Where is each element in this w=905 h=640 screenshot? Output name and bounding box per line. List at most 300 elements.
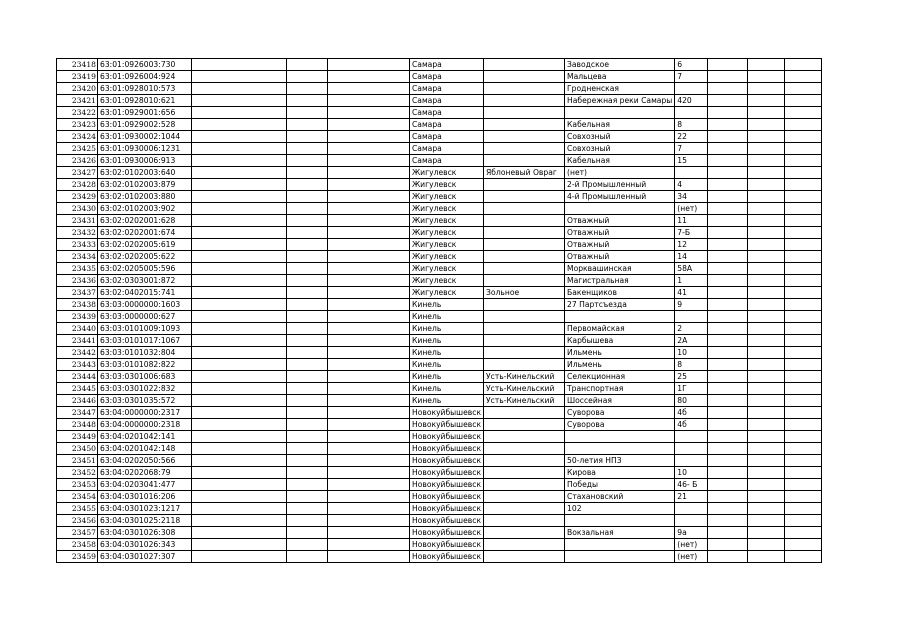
cell-settlement <box>484 107 565 119</box>
cell-col-j <box>708 551 748 563</box>
table-row <box>57 347 822 359</box>
cell-city: Жигулевск <box>410 239 484 251</box>
cell-row-number: 23434 <box>57 251 98 263</box>
cell-street <box>565 203 675 215</box>
cell-house: 4 <box>675 179 708 191</box>
cell-col-k <box>748 143 785 155</box>
cell-col-c <box>192 203 287 215</box>
cell-city: Жигулевск <box>410 167 484 179</box>
cell-street: Карбышева <box>565 335 675 347</box>
cell-col-k <box>748 323 785 335</box>
cell-col-j <box>708 323 748 335</box>
cell-row-number: 23431 <box>57 215 98 227</box>
cell-col-d <box>287 527 328 539</box>
cell-city: Кинель <box>410 299 484 311</box>
cell-cadastral-number: 63:04:0301026:343 <box>98 539 192 551</box>
cell-col-l <box>785 527 822 539</box>
cell-street: Шоссейная <box>565 395 675 407</box>
cell-col-l <box>785 287 822 299</box>
cell-col-e <box>328 275 410 287</box>
cell-row-number: 23433 <box>57 239 98 251</box>
cell-col-d <box>287 227 328 239</box>
cell-house: 10 <box>675 467 708 479</box>
cell-house: 9 <box>675 299 708 311</box>
table-row <box>57 419 822 431</box>
cell-col-k <box>748 311 785 323</box>
cell-col-c <box>192 251 287 263</box>
cell-cadastral-number: 63:04:0301027:307 <box>98 551 192 563</box>
cell-col-l <box>785 539 822 551</box>
cell-col-e <box>328 443 410 455</box>
cell-col-j <box>708 515 748 527</box>
cell-col-d <box>287 431 328 443</box>
cell-cadastral-number: 63:02:0202001:628 <box>98 215 192 227</box>
cell-city: Жигулевск <box>410 227 484 239</box>
cell-col-e <box>328 431 410 443</box>
cell-city: Новокуйбышевск <box>410 443 484 455</box>
cell-col-l <box>785 371 822 383</box>
cell-col-d <box>287 539 328 551</box>
cell-house: 8 <box>675 119 708 131</box>
cell-col-j <box>708 491 748 503</box>
table-row <box>57 551 822 563</box>
cell-col-c <box>192 491 287 503</box>
cell-settlement <box>484 455 565 467</box>
cell-col-l <box>785 131 822 143</box>
cell-settlement <box>484 335 565 347</box>
cell-settlement <box>484 443 565 455</box>
cell-city: Кинель <box>410 335 484 347</box>
cell-street: Совхозный <box>565 131 675 143</box>
table-row <box>57 251 822 263</box>
cell-row-number: 23457 <box>57 527 98 539</box>
cell-col-l <box>785 467 822 479</box>
cell-col-l <box>785 215 822 227</box>
cell-house: 25 <box>675 371 708 383</box>
cell-settlement: Усть-Кинельский <box>484 395 565 407</box>
cell-row-number: 23449 <box>57 431 98 443</box>
cell-row-number: 23421 <box>57 95 98 107</box>
cell-col-c <box>192 347 287 359</box>
cell-row-number: 23436 <box>57 275 98 287</box>
cell-col-c <box>192 371 287 383</box>
cell-row-number: 23439 <box>57 311 98 323</box>
cell-settlement <box>484 251 565 263</box>
cell-col-e <box>328 335 410 347</box>
table-row <box>57 215 822 227</box>
cell-col-c <box>192 59 287 71</box>
cell-col-l <box>785 203 822 215</box>
cell-col-l <box>785 59 822 71</box>
cell-cadastral-number: 63:02:0303001:872 <box>98 275 192 287</box>
cell-col-k <box>748 107 785 119</box>
cell-cadastral-number: 63:02:0102003:902 <box>98 203 192 215</box>
cell-col-k <box>748 347 785 359</box>
cell-cadastral-number: 63:01:0930006:1231 <box>98 143 192 155</box>
cell-city: Новокуйбышевск <box>410 455 484 467</box>
cell-cadastral-number: 63:01:0930002:1044 <box>98 131 192 143</box>
cell-cadastral-number: 63:01:0929001:656 <box>98 107 192 119</box>
cell-col-e <box>328 395 410 407</box>
cell-col-k <box>748 155 785 167</box>
cell-col-l <box>785 455 822 467</box>
cell-house: 4б <box>675 407 708 419</box>
cell-settlement <box>484 503 565 515</box>
cell-city: Кинель <box>410 323 484 335</box>
cell-settlement <box>484 479 565 491</box>
cell-cadastral-number: 63:02:0202005:619 <box>98 239 192 251</box>
cell-col-c <box>192 455 287 467</box>
cell-col-c <box>192 359 287 371</box>
cell-street: Совхозный <box>565 143 675 155</box>
cell-col-e <box>328 467 410 479</box>
cell-col-e <box>328 203 410 215</box>
table-row <box>57 479 822 491</box>
table-row <box>57 203 822 215</box>
cell-col-c <box>192 155 287 167</box>
cell-col-c <box>192 467 287 479</box>
cell-settlement <box>484 299 565 311</box>
cell-col-d <box>287 311 328 323</box>
cell-col-j <box>708 431 748 443</box>
cell-col-c <box>192 95 287 107</box>
cell-row-number: 23418 <box>57 59 98 71</box>
cell-col-k <box>748 203 785 215</box>
cell-row-number: 23432 <box>57 227 98 239</box>
cell-col-d <box>287 263 328 275</box>
cell-row-number: 23420 <box>57 83 98 95</box>
cell-city: Кинель <box>410 371 484 383</box>
cell-col-d <box>287 131 328 143</box>
cell-col-k <box>748 431 785 443</box>
cell-col-l <box>785 299 822 311</box>
cell-col-c <box>192 383 287 395</box>
cell-settlement <box>484 311 565 323</box>
cell-row-number: 23429 <box>57 191 98 203</box>
cell-col-j <box>708 191 748 203</box>
cell-house: 2 <box>675 323 708 335</box>
cell-col-k <box>748 551 785 563</box>
cell-col-k <box>748 179 785 191</box>
cell-row-number: 23430 <box>57 203 98 215</box>
cell-col-k <box>748 371 785 383</box>
cell-city: Новокуйбышевск <box>410 491 484 503</box>
cell-street: Отважный <box>565 239 675 251</box>
cell-col-c <box>192 227 287 239</box>
cell-col-l <box>785 95 822 107</box>
cell-settlement <box>484 347 565 359</box>
cell-col-l <box>785 491 822 503</box>
cell-col-k <box>748 239 785 251</box>
cell-col-k <box>748 539 785 551</box>
table-row <box>57 71 822 83</box>
cell-col-d <box>287 347 328 359</box>
cell-house: 2А <box>675 335 708 347</box>
cell-house: 9а <box>675 527 708 539</box>
cell-street: Кирова <box>565 467 675 479</box>
cell-col-j <box>708 179 748 191</box>
cell-cadastral-number: 63:04:0202068:79 <box>98 467 192 479</box>
table-row <box>57 83 822 95</box>
table-row <box>57 155 822 167</box>
cell-row-number: 23426 <box>57 155 98 167</box>
cell-col-j <box>708 419 748 431</box>
cell-settlement <box>484 179 565 191</box>
cell-house: 58А <box>675 263 708 275</box>
cell-row-number: 23423 <box>57 119 98 131</box>
cell-city: Самара <box>410 59 484 71</box>
cell-col-d <box>287 239 328 251</box>
cell-col-k <box>748 287 785 299</box>
cell-city: Кинель <box>410 311 484 323</box>
cell-house: 1 <box>675 275 708 287</box>
cell-city: Жигулевск <box>410 263 484 275</box>
cell-house: 7 <box>675 71 708 83</box>
cell-col-l <box>785 143 822 155</box>
cell-col-l <box>785 335 822 347</box>
cell-col-j <box>708 479 748 491</box>
cell-settlement <box>484 239 565 251</box>
cell-city: Самара <box>410 143 484 155</box>
cell-col-c <box>192 503 287 515</box>
table-row <box>57 275 822 287</box>
cell-col-e <box>328 551 410 563</box>
cell-house: 1Г <box>675 383 708 395</box>
cell-row-number: 23419 <box>57 71 98 83</box>
cell-row-number: 23435 <box>57 263 98 275</box>
cell-settlement <box>484 95 565 107</box>
cell-house: 12 <box>675 239 708 251</box>
cell-col-e <box>328 383 410 395</box>
table-row <box>57 431 822 443</box>
cell-row-number: 23442 <box>57 347 98 359</box>
cell-cadastral-number: 63:01:0926003:730 <box>98 59 192 71</box>
cell-cadastral-number: 63:03:0301022:832 <box>98 383 192 395</box>
cell-col-l <box>785 419 822 431</box>
cell-city: Самара <box>410 155 484 167</box>
cell-col-j <box>708 263 748 275</box>
cell-col-d <box>287 491 328 503</box>
cell-settlement <box>484 275 565 287</box>
cell-row-number: 23452 <box>57 467 98 479</box>
cell-street: Ильмень <box>565 359 675 371</box>
cell-col-d <box>287 203 328 215</box>
cell-street: Бакенщиков <box>565 287 675 299</box>
cell-row-number: 23440 <box>57 323 98 335</box>
table-row <box>57 191 822 203</box>
cell-cadastral-number: 63:02:0402015:741 <box>98 287 192 299</box>
cell-settlement: Усть-Кинельский <box>484 383 565 395</box>
cell-row-number: 23425 <box>57 143 98 155</box>
cell-cadastral-number: 63:04:0301016:206 <box>98 491 192 503</box>
cell-col-j <box>708 275 748 287</box>
cell-col-e <box>328 359 410 371</box>
cell-street: Первомайская <box>565 323 675 335</box>
cell-city: Новокуйбышевск <box>410 515 484 527</box>
cell-street: Отважный <box>565 251 675 263</box>
cell-city: Жигулевск <box>410 203 484 215</box>
cell-house: 11 <box>675 215 708 227</box>
cell-col-e <box>328 239 410 251</box>
cell-city: Жигулевск <box>410 275 484 287</box>
table-row <box>57 131 822 143</box>
cell-col-e <box>328 179 410 191</box>
cell-house <box>675 455 708 467</box>
cell-col-c <box>192 107 287 119</box>
cell-col-k <box>748 119 785 131</box>
cell-col-l <box>785 431 822 443</box>
cell-cadastral-number: 63:01:0928010:573 <box>98 83 192 95</box>
cell-city: Самара <box>410 119 484 131</box>
cell-col-l <box>785 383 822 395</box>
cell-row-number: 23458 <box>57 539 98 551</box>
cell-settlement <box>484 215 565 227</box>
cell-col-e <box>328 143 410 155</box>
cell-col-l <box>785 503 822 515</box>
cell-col-j <box>708 539 748 551</box>
cell-street: Суворова <box>565 419 675 431</box>
cell-col-l <box>785 191 822 203</box>
cell-settlement <box>484 407 565 419</box>
cell-cadastral-number: 63:04:0203041:477 <box>98 479 192 491</box>
cell-col-j <box>708 239 748 251</box>
cell-house: 8 <box>675 359 708 371</box>
cell-settlement <box>484 71 565 83</box>
cell-col-l <box>785 71 822 83</box>
cell-col-c <box>192 119 287 131</box>
cell-col-c <box>192 515 287 527</box>
cell-settlement <box>484 263 565 275</box>
cell-cadastral-number: 63:04:0201042:148 <box>98 443 192 455</box>
cell-col-j <box>708 347 748 359</box>
cell-street: Ильмень <box>565 347 675 359</box>
cell-col-c <box>192 299 287 311</box>
cell-col-e <box>328 491 410 503</box>
cell-city: Новокуйбышевск <box>410 431 484 443</box>
table-row <box>57 467 822 479</box>
table-row <box>57 95 822 107</box>
cell-col-e <box>328 407 410 419</box>
cell-col-d <box>287 59 328 71</box>
cell-col-e <box>328 539 410 551</box>
cell-col-l <box>785 167 822 179</box>
cell-street: Гродненская <box>565 83 675 95</box>
cell-col-e <box>328 311 410 323</box>
cell-col-e <box>328 347 410 359</box>
cell-col-d <box>287 359 328 371</box>
cell-col-c <box>192 191 287 203</box>
cell-col-e <box>328 71 410 83</box>
cell-street: Кабельная <box>565 119 675 131</box>
cell-house: (нет) <box>675 539 708 551</box>
cell-col-d <box>287 287 328 299</box>
cell-col-k <box>748 71 785 83</box>
cell-settlement <box>484 203 565 215</box>
cell-col-k <box>748 275 785 287</box>
table-row <box>57 491 822 503</box>
cell-col-k <box>748 59 785 71</box>
cell-street: (нет) <box>565 167 675 179</box>
cell-col-d <box>287 275 328 287</box>
cell-settlement <box>484 191 565 203</box>
table-row <box>57 359 822 371</box>
cell-col-d <box>287 215 328 227</box>
cell-col-e <box>328 479 410 491</box>
cell-col-c <box>192 335 287 347</box>
cell-col-e <box>328 227 410 239</box>
cell-street: 4-й Промышленный <box>565 191 675 203</box>
cell-col-j <box>708 311 748 323</box>
cell-col-e <box>328 215 410 227</box>
table-row <box>57 59 822 71</box>
cell-street <box>565 431 675 443</box>
cell-col-k <box>748 515 785 527</box>
cell-row-number: 23424 <box>57 131 98 143</box>
cell-settlement <box>484 419 565 431</box>
cell-house <box>675 311 708 323</box>
cell-street: Стахановский <box>565 491 675 503</box>
cell-col-j <box>708 371 748 383</box>
cell-col-l <box>785 227 822 239</box>
table-row <box>57 239 822 251</box>
cell-street: Отважный <box>565 215 675 227</box>
cell-cadastral-number: 63:03:0101009:1093 <box>98 323 192 335</box>
cell-cadastral-number: 63:03:0101032:804 <box>98 347 192 359</box>
cell-house: 420 <box>675 95 708 107</box>
cell-street: Набережная реки Самары <box>565 95 675 107</box>
cell-city: Новокуйбышевск <box>410 467 484 479</box>
cell-col-d <box>287 155 328 167</box>
cell-col-k <box>748 419 785 431</box>
cell-col-c <box>192 551 287 563</box>
cell-house <box>675 167 708 179</box>
cell-col-d <box>287 407 328 419</box>
cell-col-d <box>287 179 328 191</box>
cell-city: Жигулевск <box>410 215 484 227</box>
cell-col-c <box>192 131 287 143</box>
cell-cadastral-number: 63:01:0930006:913 <box>98 155 192 167</box>
cell-col-c <box>192 395 287 407</box>
cell-house <box>675 107 708 119</box>
cell-house: 80 <box>675 395 708 407</box>
cell-street <box>565 515 675 527</box>
cell-settlement <box>484 359 565 371</box>
cell-col-l <box>785 515 822 527</box>
cell-row-number: 23451 <box>57 455 98 467</box>
cell-col-l <box>785 311 822 323</box>
cell-col-e <box>328 131 410 143</box>
cell-street: Транспортная <box>565 383 675 395</box>
cell-col-l <box>785 179 822 191</box>
cell-row-number: 23454 <box>57 491 98 503</box>
cell-city: Новокуйбышевск <box>410 479 484 491</box>
address-table <box>56 58 822 563</box>
cell-col-l <box>785 359 822 371</box>
cell-col-c <box>192 83 287 95</box>
cell-cadastral-number: 63:01:0926004:924 <box>98 71 192 83</box>
cell-col-j <box>708 335 748 347</box>
cell-cadastral-number: 63:04:0000000:2317 <box>98 407 192 419</box>
table-row <box>57 143 822 155</box>
cell-col-e <box>328 107 410 119</box>
cell-col-e <box>328 119 410 131</box>
table-row <box>57 299 822 311</box>
cell-row-number: 23422 <box>57 107 98 119</box>
cell-col-j <box>708 107 748 119</box>
cell-street: Мальцева <box>565 71 675 83</box>
cell-col-c <box>192 323 287 335</box>
cell-street: 102 <box>565 503 675 515</box>
